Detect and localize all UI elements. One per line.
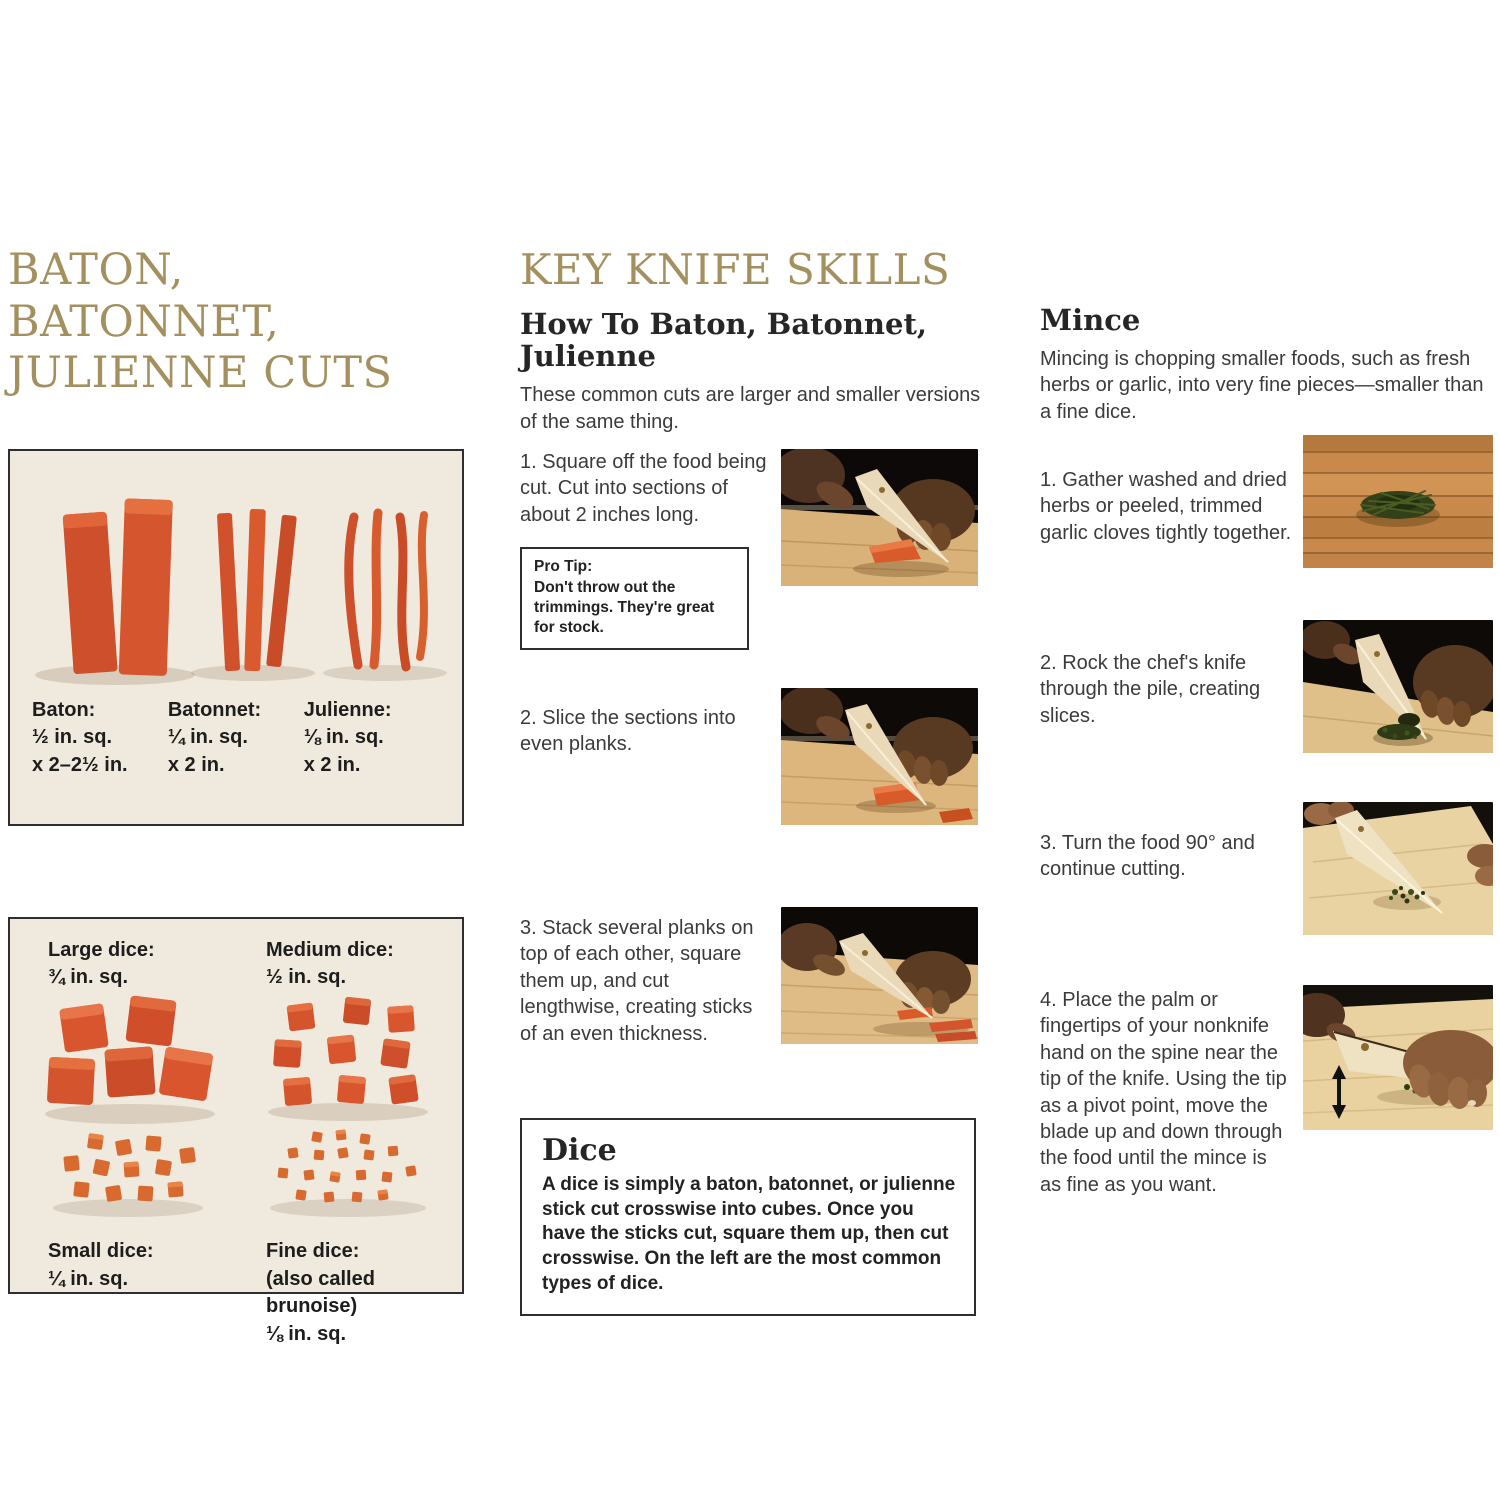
dice-note-title: Dice bbox=[542, 1132, 617, 1168]
page-title-line1: BATON, BATONNET, bbox=[8, 245, 280, 347]
mince-step-row-2 bbox=[1040, 620, 1496, 753]
howto-intro: These common cuts are larger and smaller versions of the same thing. bbox=[520, 384, 981, 433]
howto-step-row-1 bbox=[520, 449, 982, 650]
howto-step-3-photo bbox=[781, 907, 978, 1044]
batonnet-label: Batonnet: ¼ in. sq. x 2 in. bbox=[167, 698, 262, 776]
right-column bbox=[1040, 245, 1496, 1198]
left-column bbox=[8, 245, 464, 1345]
fine-dice-photo bbox=[248, 1128, 454, 1224]
mince-step-4-text: 4. Place the palm or fingertips of your nonknife hand on the spine near the tip of the knife. Using the tip as a pivot point, move the blade up and down through the food until the mince is as fine as you want. bbox=[1040, 989, 1287, 1196]
julienne-strips bbox=[349, 513, 424, 667]
pro-tip-text: Don't throw out the trimmings. They're great for stock. bbox=[534, 578, 715, 637]
pro-tip-box bbox=[520, 547, 749, 650]
howto-step-2-text: 2. Slice the sections into even planks. bbox=[520, 706, 736, 756]
baton-stick bbox=[119, 498, 173, 676]
center-column bbox=[520, 245, 982, 1316]
mince-step-row-1 bbox=[1040, 435, 1496, 568]
dice-figure bbox=[8, 917, 464, 1345]
mince-step-2-text: 2. Rock the chef's knife through the pile, creating slices. bbox=[1040, 652, 1261, 727]
batonnet-sticks bbox=[217, 509, 297, 671]
mince-title: Mince bbox=[1040, 303, 1141, 337]
howto-step-2-photo bbox=[781, 688, 978, 825]
mince-step-2-photo bbox=[1303, 620, 1493, 753]
mince-intro: Mincing is chopping smaller foods, such as fresh herbs or garlic, into very fine pieces—smaller than a fine dice. bbox=[1040, 347, 1484, 423]
small-dice-photo bbox=[30, 1128, 236, 1224]
carrot-sticks-photo bbox=[10, 451, 462, 703]
dice-note-box bbox=[520, 1118, 976, 1316]
howto-step-1-text: 1. Square off the food being cut. Cut into sections of about 2 inches long. bbox=[520, 450, 767, 526]
dice-note-text: A dice is simply a baton, batonnet, or julienne stick cut crosswise into cubes. Once you have the sticks cut, square them up, then cut crosswise. On the left are the most common types of dice. bbox=[542, 1173, 956, 1294]
mince-step-row-4 bbox=[1040, 985, 1496, 1198]
howto-subtitle: How To Baton, Batonnet, Julienne bbox=[520, 307, 927, 374]
mince-step-1-text: 1. Gather washed and dried herbs or peeled, trimmed garlic cloves tightly together. bbox=[1040, 469, 1292, 544]
section-title: KEY KNIFE SKILLS bbox=[520, 245, 951, 294]
small-dice-label: Small dice: ¼ in. sq. bbox=[48, 1239, 154, 1290]
cuts-figure bbox=[8, 449, 464, 826]
herb-pile bbox=[1377, 724, 1421, 740]
howto-step-row-3 bbox=[520, 907, 982, 1047]
pro-tip-label: Pro Tip: bbox=[534, 558, 593, 576]
mince-step-1-photo bbox=[1303, 435, 1493, 568]
mince-step-row-3 bbox=[1040, 802, 1496, 935]
large-dice-label: Large dice: ¾ in. sq. bbox=[48, 938, 155, 989]
fine-dice-label: Fine dice: (also called brunoise) ⅛ in. sq. bbox=[266, 1239, 375, 1345]
howto-step-row-2 bbox=[520, 688, 982, 825]
medium-dice-label: Medium dice: ½ in. sq. bbox=[266, 938, 394, 989]
mince-step-3-photo bbox=[1303, 802, 1493, 935]
cuts-labels bbox=[10, 697, 462, 780]
julienne-label: Julienne: ⅛ in. sq. x 2 in. bbox=[303, 698, 392, 776]
mince-step-3-text: 3. Turn the food 90° and continue cutting. bbox=[1040, 832, 1255, 881]
medium-dice-photo bbox=[248, 992, 454, 1128]
baton-stick bbox=[63, 511, 118, 674]
page-title bbox=[8, 245, 464, 400]
mince-step-4-photo bbox=[1303, 985, 1493, 1130]
howto-step-3-text: 3. Stack several planks on top of each other, square them up, and cut lengthwise, creating sticks of an even thickness. bbox=[520, 916, 754, 1045]
large-dice-photo bbox=[30, 992, 236, 1128]
herb-pile bbox=[1361, 491, 1435, 519]
baton-label: Baton: ½ in. sq. x 2–2½ in. bbox=[32, 698, 128, 776]
page-title-line2: JULIENNE CUTS bbox=[8, 348, 393, 399]
howto-step-1-photo bbox=[781, 449, 978, 586]
